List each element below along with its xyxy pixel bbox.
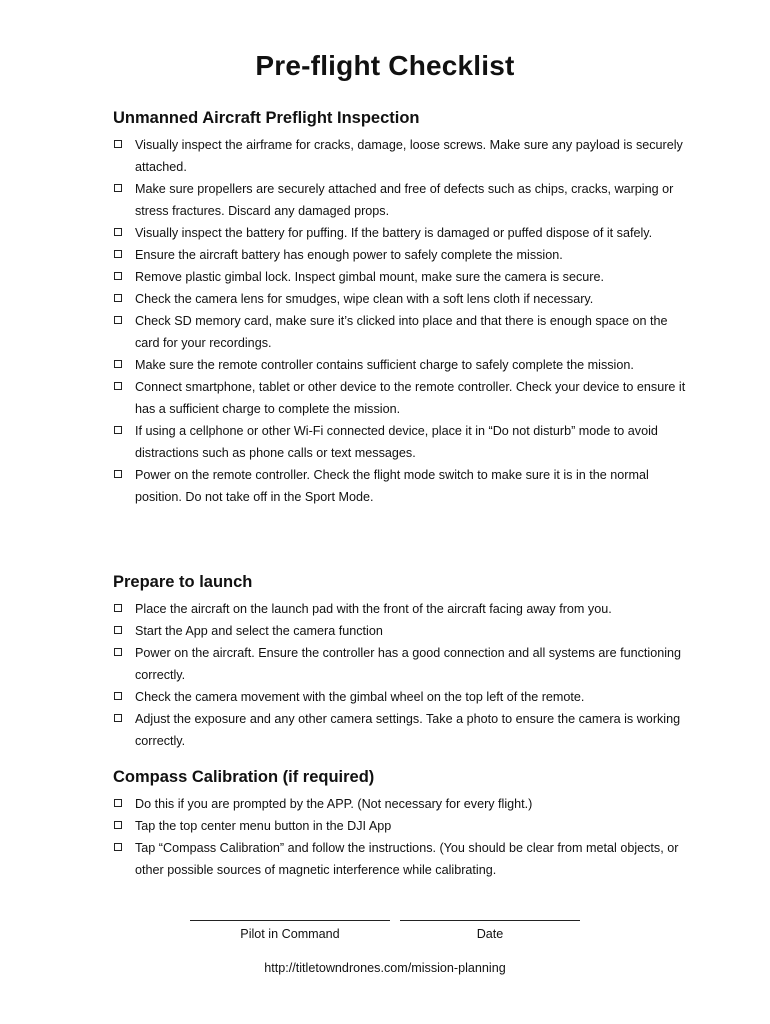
checklist-item-text: If using a cellphone or other Wi-Fi connected device, place it in “Do not disturb” mode to avoid distractions such as phone calls or text messages. — [135, 424, 658, 460]
checklist-item — [113, 708, 693, 752]
checkbox[interactable] — [114, 470, 122, 478]
checkbox[interactable] — [114, 714, 122, 722]
checkbox[interactable] — [114, 184, 122, 192]
checklist-item — [113, 620, 693, 642]
checklist-item — [113, 420, 693, 464]
pilot-signature-line[interactable] — [190, 912, 390, 921]
checkbox[interactable] — [114, 843, 122, 851]
section-preflight-inspection — [113, 108, 693, 508]
checklist — [113, 793, 693, 881]
checkbox[interactable] — [114, 626, 122, 634]
checklist-item-text: Check the camera lens for smudges, wipe clean with a soft lens cloth if necessary. — [135, 292, 594, 306]
checklist-item — [113, 464, 693, 508]
checklist — [113, 134, 693, 508]
page-title: Pre-flight Checklist — [255, 50, 515, 81]
checklist-item-text: Adjust the exposure and any other camera settings. Take a photo to ensure the camera is working correctly. — [135, 712, 681, 748]
checkbox[interactable] — [114, 382, 122, 390]
checklist-item-text: Ensure the aircraft battery has enough power to safely complete the mission. — [135, 248, 563, 262]
section-compass-calibration — [113, 767, 693, 881]
checklist-item-text: Place the aircraft on the launch pad with the front of the aircraft facing away from you. — [135, 602, 612, 616]
checklist-item-text: Power on the aircraft. Ensure the controller has a good connection and all systems are functioning correctly. — [135, 646, 682, 682]
checklist — [113, 598, 693, 752]
checkbox[interactable] — [114, 228, 122, 236]
section-heading: Compass Calibration (if required) — [113, 768, 375, 786]
section-prepare-to-launch — [113, 572, 693, 752]
checklist-item — [113, 642, 693, 686]
checklist-item — [113, 134, 693, 178]
checklist-item — [113, 837, 693, 881]
checklist-item-text: Visually inspect the airframe for cracks, damage, loose screws. Make sure any payload is securely attached. — [135, 138, 683, 174]
checklist-item — [113, 793, 693, 815]
checkbox[interactable] — [114, 140, 122, 148]
checklist-item-text: Connect smartphone, tablet or other device to the remote controller. Check your device to ensure it has a sufficient charge to complete the mission. — [135, 380, 686, 416]
checklist-item — [113, 266, 693, 288]
checkbox[interactable] — [114, 294, 122, 302]
footer-url: http://titletowndrones.com/mission-planning — [264, 961, 506, 975]
checklist-item-text: Check SD memory card, make sure it’s clicked into place and that there is enough space on the card for your recordings. — [135, 314, 668, 350]
checkbox[interactable] — [114, 604, 122, 612]
checklist-item — [113, 686, 693, 708]
checklist-item-text: Check the camera movement with the gimbal wheel on the top left of the remote. — [135, 690, 585, 704]
checklist-item-text: Remove plastic gimbal lock. Inspect gimbal mount, make sure the camera is secure. — [135, 270, 604, 284]
checklist-item — [113, 244, 693, 266]
checklist-item — [113, 178, 693, 222]
checkbox[interactable] — [114, 692, 122, 700]
checkbox[interactable] — [114, 426, 122, 434]
checkbox[interactable] — [114, 821, 122, 829]
checklist-item-text: Start the App and select the camera function — [135, 624, 383, 638]
checklist-item-text: Visually inspect the battery for puffing. If the battery is damaged or puffed dispose of it safely. — [135, 226, 653, 240]
checklist-item-text: Power on the remote controller. Check the flight mode switch to make sure it is in the normal position. Do not take off in the Sport Mode. — [135, 468, 649, 504]
checklist-item — [113, 598, 693, 620]
checkbox[interactable] — [114, 648, 122, 656]
checklist-item — [113, 354, 693, 376]
checkbox[interactable] — [114, 250, 122, 258]
checklist-item-text: Tap “Compass Calibration” and follow the instructions. (You should be clear from metal objects, or other possible sources of magnetic interference while calibrating. — [135, 841, 679, 877]
checklist-item-text: Make sure the remote controller contains sufficient charge to safely complete the mission. — [135, 358, 634, 372]
pilot-signature-block — [190, 912, 390, 941]
date-signature-block — [400, 912, 580, 941]
checklist-item-text: Tap the top center menu button in the DJI App — [135, 819, 392, 833]
checklist-item-text: Make sure propellers are securely attached and free of defects such as chips, cracks, warping or stress fractures. Discard any damaged props. — [135, 182, 674, 218]
checklist-item — [113, 310, 693, 354]
checklist-item — [113, 376, 693, 420]
checkbox[interactable] — [114, 272, 122, 280]
date-label: Date — [476, 927, 504, 941]
pilot-label: Pilot in Command — [240, 927, 340, 941]
checklist-item — [113, 288, 693, 310]
checklist-item — [113, 815, 693, 837]
checklist-item-text: Do this if you are prompted by the APP. (Not necessary for every flight.) — [135, 797, 533, 811]
section-heading: Unmanned Aircraft Preflight Inspection — [113, 109, 420, 127]
checkbox[interactable] — [114, 316, 122, 324]
checkbox[interactable] — [114, 360, 122, 368]
section-heading: Prepare to launch — [113, 573, 253, 591]
checkbox[interactable] — [114, 799, 122, 807]
date-signature-line[interactable] — [400, 912, 580, 921]
checklist-item — [113, 222, 693, 244]
